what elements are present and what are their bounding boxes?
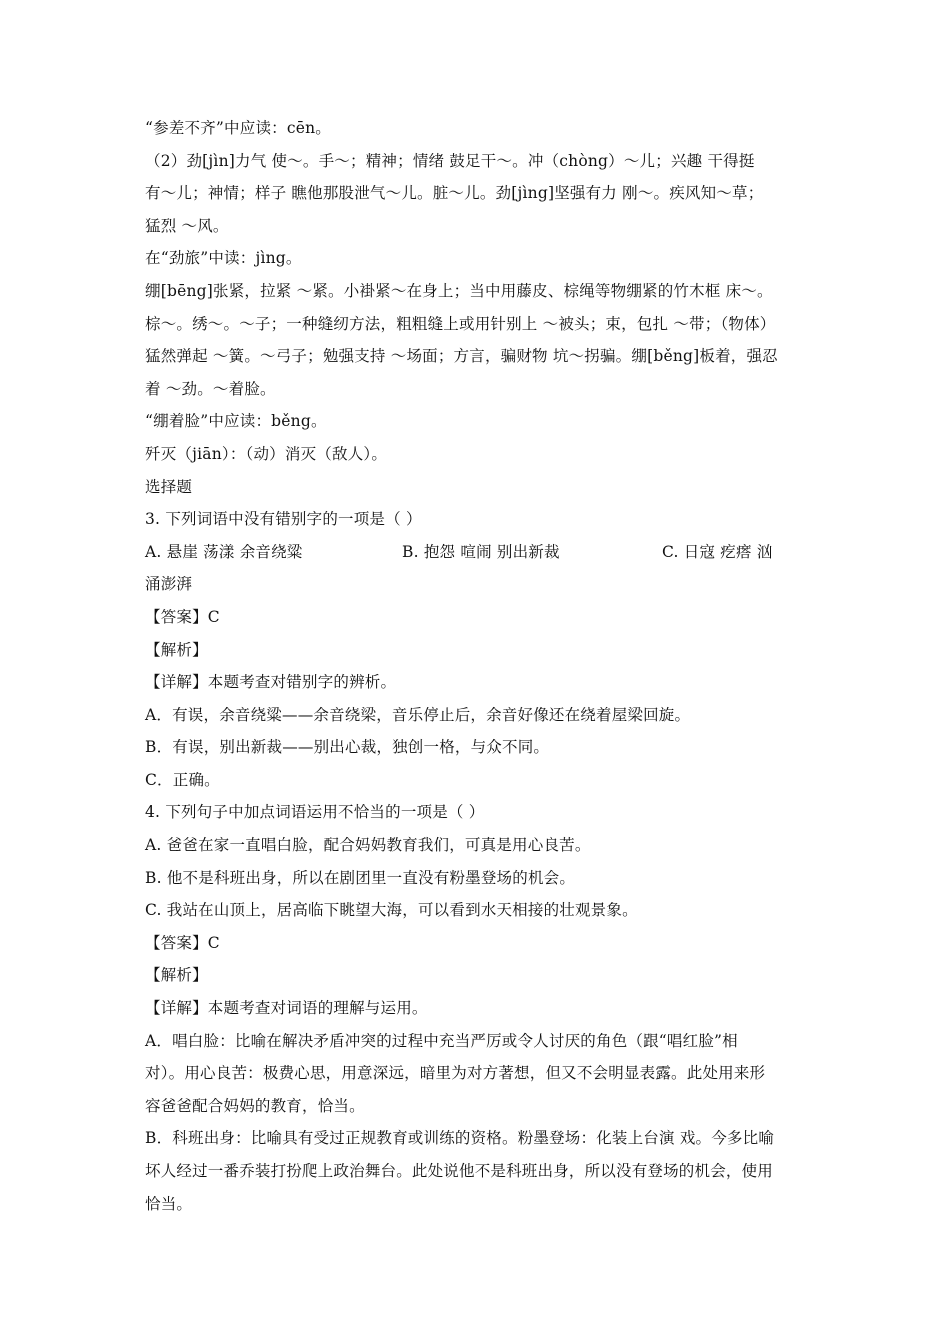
question-3-detail: 【详解】本题考查对错别字的辨析。 [145,673,397,692]
question-3-answer: 【答案】C [145,607,220,626]
text-line: 着 ～劲。～着脸。 [145,379,276,398]
question-3-option-c: C. 日寇 疙瘩 汹 [662,542,773,561]
document-page [145,112,825,1220]
text-line: 有～儿；神情；样子 瞧他那股泄气～儿。脏～儿。劲[jìng]坚强有力 刚～。疾风知～草； [145,184,764,203]
text-line: 在“劲旅”中读：jìng。 [145,249,302,268]
question-4-option-b: B. 他不是科班出身，所以在剧团里一直没有粉墨登场的机会。 [145,868,576,887]
text-line: 歼灭（jiān）：（动）消灭（敌人）。 [145,444,388,463]
text-line: 猛然弹起 ～簧。～弓子；勉强支持 ～场面；方言，骗财物 坑～拐骗。绷[běng]板着，强忍 [145,347,778,366]
question-3-analysis-label: 【解析】 [145,640,208,659]
question-4-detail: 【详解】本题考查对词语的理解与运用。 [145,999,428,1018]
question-3-options [145,536,825,569]
text-line: 绷[bēng]张紧，拉紧 ～紧。小褂紧～在身上；当中用藤皮、棕绳等物绷紧的竹木框 床～。 [145,281,773,300]
question-4-explanation-a: 对）。用心良苦：极费心思，用意深远，暗里为对方著想，但又不会明显表露。此处用来形 [145,1064,766,1083]
question-4-explanation-b: 恰当。 [145,1194,193,1213]
text-line: “参差不齐”中应读：cēn。 [145,119,331,137]
question-4-stem: 4. 下列句子中加点词语运用不恰当的一项是（ ） [145,803,485,822]
question-4-explanation-b: B．科班出身：比喻具有受过正规教育或训练的资格。粉墨登场：化装上台演 戏。今多比喻 [145,1129,775,1148]
text-line: （2）劲[jìn]力气 使～。手～；精神；情绪 鼓足干～。冲（chòng）～儿；兴趣 干得挺 [145,151,755,170]
question-4-explanation-a: A．唱白脸：比喻在解决矛盾冲突的过程中充当严厉或令人讨厌的角色（跟“唱红脸”相 [145,1031,738,1050]
question-4-option-a: A. 爸爸在家一直唱白脸，配合妈妈教育我们，可真是用心良苦。 [145,836,591,855]
section-heading: 选择题 [145,477,193,496]
text-line: 棕～。绣～。～子；一种缝纫方法，粗粗缝上或用针别上 ～被头；束，包扎 ～带；（物体） [145,314,776,333]
question-4-explanation-b: 坏人经过一番乔装打扮爬上政治舞台。此处说他不是科班出身，所以没有登场的机会，使用 [145,1162,774,1180]
text-line: “绷着脸”中应读：běng。 [145,412,327,431]
question-3-option-a: A. 悬崖 荡漾 余音绕粱 [145,542,303,561]
question-3-option-b: B. 抱怨 喧闹 别出新裁 [402,542,560,561]
question-3-explanation-a: A．有误，余音绕粱——余音绕梁，音乐停止后，余音好像还在绕着屋梁回旋。 [145,705,691,724]
question-3-option-c-continued: 涌澎湃 [145,575,193,594]
question-3-explanation-c: C．正确。 [145,770,220,789]
text-line: 猛烈 ～风。 [145,216,229,235]
question-3-explanation-b: B．有误，别出新裁——别出心裁，独创一格，与众不同。 [145,738,550,757]
question-3-stem: 3. 下列词语中没有错别字的一项是（ ） [145,510,422,529]
question-4-option-c: C. 我站在山顶上，居高临下眺望大海，可以看到水天相接的壮观景象。 [145,901,638,920]
question-4-analysis-label: 【解析】 [145,966,208,985]
question-4-answer: 【答案】C [145,933,220,952]
question-4-explanation-a: 容爸爸配合妈妈的教育，恰当。 [145,1096,365,1115]
